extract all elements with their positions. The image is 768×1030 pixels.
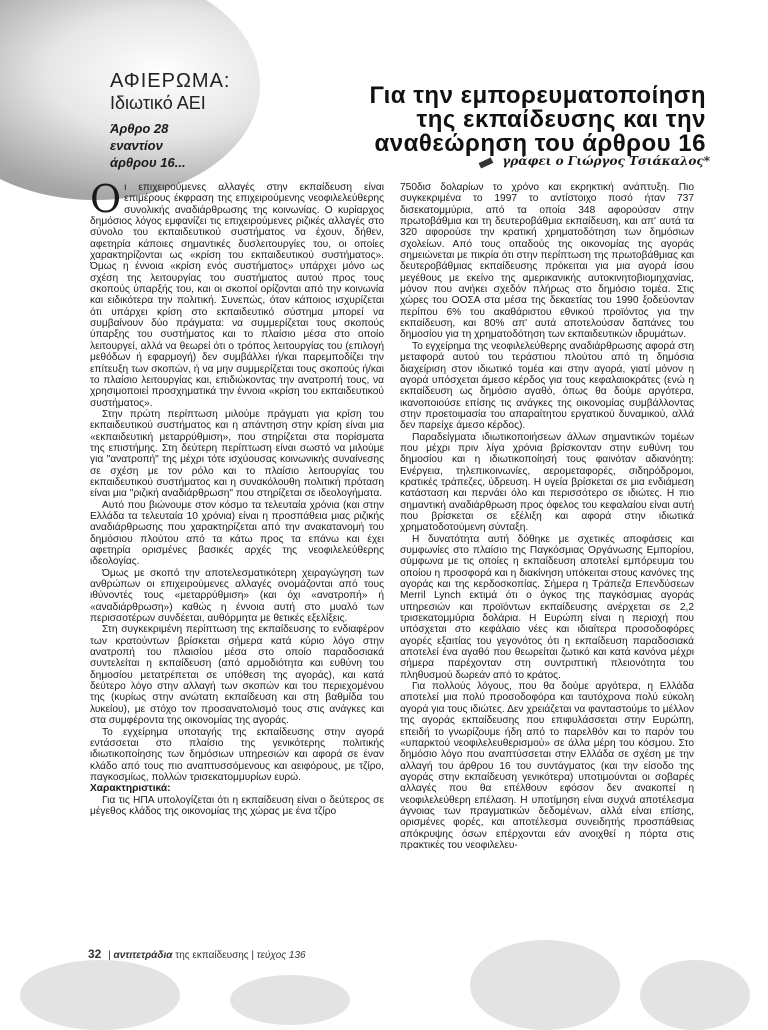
kicker-topic: Ιδιωτικό ΑΕΙ bbox=[110, 93, 206, 113]
page-footer: 32 | αντιτετράδια της εκπαίδευσης | τεύχος 136 bbox=[88, 947, 306, 961]
paragraph: Στην πρώτη περίπτωση μιλούμε πράγματι για κρίση του εκπαιδευτικού συστήματος και η απάντηση στην κρίση είναι μια «εκπαιδευτική μεταρρύθμιση», που στηρίζεται στα πορίσματα της επιστήμης. Στη δεύτερη περίπτωση είναι σωστό να μιλούμε για "ανατροπή" της μέχρι τότε ισχύουσας κοινωνικής συναίνεσης σε σχέση με τον ρόλο και το πλαίσιο λειτουργίας του εκπαιδευτικού συστήματος και η συνακόλουθη πολιτική πρόταση είναι μια "ριζική αναδιάρθρωση" που στηρίζεται σε ιδεολογήματα. bbox=[90, 408, 384, 500]
subheading: Χαρακτηριστικά: bbox=[90, 783, 171, 795]
paragraph: Στη συγκεκριμένη περίπτωση της εκπαίδευσης το ενδιαφέρον των κρατούντων βρίσκεται σήμερα κατά κύριο λόγο στην ανατροπή του πλαισίου μέσα στο οποίο παραδοσιακά συντελείται η εκπαίδευση (από αρμοδιότητα και ευθύνη του δημοσίου μετατρέπεται σε υπόθεση της αγοράς), και κατά δεύτερο λόγο στην αλλαγή των σκοπών και του περιεχομένου της (κυρίως στην ανώτατη εκπαίδευση και στη βαθμίδα του λυκείου), με στόχο τον προσανατολισμό τους στις ανάγκες και στα συμφέροντα της οικονομίας της αγοράς. bbox=[90, 624, 384, 727]
title-line: της εκπαίδευσης και την bbox=[416, 106, 706, 133]
author-credit: γράφει ο Γιώργος Τσιάκαλος* bbox=[502, 154, 710, 168]
publication-name: αντιτετράδια bbox=[113, 950, 173, 961]
decorative-splatter bbox=[470, 940, 620, 1030]
section-kicker bbox=[110, 70, 260, 171]
kicker-subtitle: Άρθρο 28 εναντίον άρθρου 16... bbox=[110, 121, 186, 170]
title-line: αναθεώρηση του άρθρου 16 bbox=[374, 130, 706, 157]
paragraph: Για πολλούς λόγους, που θα δούμε αργότερα, η Ελλάδα αποτελεί μια πολύ προσοδοφόρα και ταυτόχρονα πολύ εύκολη αγορά για τους ιδιώτες. Δεν χρειάζεται να φανταστούμε το μέλλον της αγοράς εκπαίδευσης που επιφυλάσσεται στην Ευρώπη, επειδή το γνωρίζουμε ήδη από το παρελθόν και το παρόν του «υπαρκτού νεοφιλελευθερισμού» σε άλλα μέρη του κόσμου. Στο δημόσιο λόγο που αναπτύσσεται στην Ελλάδα σε σχέση με την αλλαγή του άρθρου 16 του συντάγματος (και την είσοδο της αγοράς στην εκπαίδευση γενικότερα) υποτιμούνται οι σοβαρές αλλαγές που θα επέλθουν εφόσον δεν ανακοπεί η νεοφιλελεύθερη επέλαση. Η υποτίμηση είναι συχνά αποτέλεσμα άγνοιας των πραγματικών δεδομένων, αλλά είναι επίσης, ορισμένες φορές, και αποτέλεσμα συνειδητής προσπάθειας απόκρυψης όσων επέρχονται εάν ανοιχθεί η πόρτα στις πρακτικές του νεοφιλελευ- bbox=[400, 681, 694, 851]
paragraph: Το εγχείρημα υποταγής της εκπαίδευσης στην αγορά εντάσσεται στο πλαίσιο της γενικότερης πολιτικής ιδιωτικοποίησης των δημόσιων υπηρεσιών και αφορά σε έναν κλάδο από τους πιο αναπτυσσόμενους και αειφόρους, με τζίρο, παγκοσμίως, πολλών τρισεκατομμυρίων ευρώ. bbox=[90, 726, 384, 783]
paragraph: Αυτό που βιώνουμε στον κόσμο τα τελευταία χρόνια (και στην Ελλάδα τα τελευταία 10 χρόνια) είναι η προσπάθεια μιας ριζικής αναδιάρθρωσης που χαρακτηρίζεται από την ανακατανομή του δημόσιου πλούτου από τα κάτω προς τα επάνω και έχει αφετηρία ορισμένες βασικές αρχές της νεοφιλελεύθερης ιδεολογίας. bbox=[90, 499, 384, 568]
pen-icon bbox=[479, 155, 498, 168]
decorative-splatter bbox=[640, 960, 750, 1030]
publication-subtitle: της εκπαίδευσης bbox=[175, 950, 249, 961]
decorative-splatter bbox=[230, 975, 350, 1025]
paragraph: 750δισ δολαρίων το χρόνο και εκρηκτική ανάπτυξη. Πιο συγκεκριμένα το 1997 το αντίστοιχο ποσό ήταν 737 δισεκατομμύρια, από τα οποία 348 αφορούσαν στην πρωτοβάθμια και τη δευτεροβάθμια εκπαίδευση, και απ' αυτά τα 320 αφορούσε την κρατική χρηματοδότηση των δημόσιων σχολείων. Από τους οπαδούς της οικονομίας της αγοράς σημειώνεται με πικρία ότι στην περίπτωση της πρωτοβάθμιας και δευτεροβάθμιας εκπαίδευσης πρόκειται για μια αγορά ίσου μεγέθους με εκείνο της αμερικανικής αυτοκινητοβιομηχανίας, μόνον που ανήκει σχεδόν πλήρως στο δημόσιο τομέα. Στις χώρες του ΟΟΣΑ στα μέσα της δεκαετίας του 1990 ξοδεύονταν περίπου 6% του ακαθάριστου εθνικού προϊόντος για την εκπαίδευση, και 80% απ' αυτά αποτελούσαν δαπάνες του δημοσίου για τη χρηματοδότηση των εκπαιδευτικών ιδρυμάτων. bbox=[400, 182, 694, 341]
paragraph: Η δυνατότητα αυτή δόθηκε με σχετικές αποφάσεις και συμφωνίες στο πλαίσιο της Παγκόσμιας Οργάνωσης Εμπορίου, σύμφωνα με τις οποίες η εκπαίδευση αποτελεί εμπόρευμα του οποίου η προσφορά και η διακίνηση υπόκειται στους κανόνες της αγοράς και της κερδοσκοπίας. Σήμερα η Τράπεζα Επενδύσεων Merril Lynch εκτιμά ότι ο όγκος της παγκόσμιας αγοράς υπηρεσιών και προϊόντων εκπαίδευσης ανέρχεται σε 2,2 τρισεκατομμύρια δολάρια. Η Ευρώπη είναι η περιοχή που υπόσχεται στο κεφάλαιο νέες και ιδιαίτερα προσοδοφόρες αγορές εξαιτίας του γεγονότος ότι η εκπαίδευση παραδοσιακά αποτελεί ένα αγαθό που θεωρείται ζωτικό και κατά κανόνα μέχρι σήμερα παρέχονταν στη συντριπτική πλειονότητα του πληθυσμού δωρεάν από το κράτος. bbox=[400, 533, 694, 681]
paragraph: Παραδείγματα ιδιωτικοποιήσεων άλλων σημαντικών τομέων που μέχρι πριν λίγα χρόνια βρίσκονταν στην ευθύνη του δημοσίου και η ιδιωτικοποίησή τους φαινόταν αδιανόητη: Ενέργεια, τηλεπικοινωνίες, αερομεταφορές, σιδηρόδρομοι, κρατικές τράπεζες, ύδρευση. Η υγεία βρίσκεται σε μια ενδιάμεση κατάσταση και περνάει όλο και περισσότερο σε ιδιώτες. Η πιο σημαντική αναδιάρθρωση προς όφελος του κεφαλαίου είναι αυτή που βρίσκεται σε εξέλιξη και αφορά στην ιδιωτικά χρηματοδοτούμενη σύνταξη. bbox=[400, 431, 694, 534]
decorative-splatter bbox=[20, 960, 180, 1030]
byline bbox=[479, 154, 710, 168]
page-number: 32 bbox=[88, 947, 102, 961]
title-line: Για την εμπορευματοποίηση bbox=[369, 82, 706, 109]
paragraph: Οι επιχειρούμενες αλλαγές στην εκπαίδευση είναι επιμέρους έκφραση της επιχειρούμενης νεοφιλελεύθερης συνολικής αναδιάρθρωσης της κοινωνίας. Ο κυρίαρχος δημόσιος λόγος εμφανίζει τις επιχειρούμενες ριζικές αλλαγές στο σύνολο του εκπαιδευτικού συστήματος να έχουν, δήθεν, αφετηρία κάποιες σημαντικές δυσλειτουργίες του, οι οποίες χαρακτηρίζονται ως «κρίση του εκπαιδευτικού συστήματος». Όμως η έννοια «κρίση ενός συστήματος» υπάρχει μόνο ως σχέση της λειτουργίας του συστήματος αυτού προς τους σκοπούς ύπαρξής του, και οι σκοποί ορίζονται από την κοινωνία και ειδικότερα την πολιτική. Συνεπώς, όταν κάποιος ισχυρίζεται ότι υπάρχει κρίση στο εκπαιδευτικό σύστημα μπορεί να συμβαίνουν δύο πράγματα: να συμμερίζεται τους σκοπούς ύπαρξης του συστήματος και το πλαίσιο μέσα στο οποίο λειτουργεί, αλλά να θεωρεί ότι ο τρόπος λειτουργίας του (επιλογή μεθόδων ή εφαρμογή) δεν συμβάλλει ή/και παρεμποδίζει την επίτευξη των σκοπών, ή να μην συμμερίζεται τους σκοπούς ή/και το πλαίσιο λειτουργίας και, επιδιώκοντας την ανατροπή τους, να χρησιμοποιεί προσχηματικά την έννοια «κρίση του εκπαιδευτικού συστήματος». bbox=[90, 182, 384, 409]
paragraph: Το εγχείρημα της νεοφιλελεύθερης αναδιάρθρωσης αφορά στη μεταφορά αυτού του τεράστιου πλούτου από τη δημόσια διαχείριση στον ιδιωτικό τομέα και στην αγορά, γιατί μόνον η αγορά υπόσχεται άμεσο κέρδος για τους κεφαλαιοκράτες (ενώ η εκπαίδευση ως δημόσιο αγαθό, όπως θα δούμε αργότερα, ικανοποιούσε επίσης τις ανάγκες της οικονομίας συμβάλλοντας στην προετοιμασία του απαραίτητου εργατικού δυναμικού, αλλά δεν παρείχε άμεσο κέρδος). bbox=[400, 340, 694, 432]
paragraph: Για τις ΗΠΑ υπολογίζεται ότι η εκπαίδευση είναι ο δεύτερος σε μέγεθος κλάδος της οικονομίας της χώρας με ένα τζίρο bbox=[90, 794, 384, 817]
paragraph: Όμως με σκοπό την αποτελεσματικότερη χειραγώγηση των ανθρώπων οι επιχειρούμενες αλλαγές ονομάζονται από τους ιθύνοντές τους «μεταρρύθμιση» (και όχι «ανατροπή» ή «αναδιάρθρωση») καθώς η έννοια αυτή στο μυαλό των περισσοτέρων συνδέεται, αυθόρμητα με θετικές εξελίξεις. bbox=[90, 567, 384, 625]
article-column-right bbox=[400, 182, 694, 900]
article-title bbox=[286, 84, 706, 156]
issue-number: τεύχος 136 bbox=[256, 950, 306, 961]
kicker-label: ΑΦΙΕΡΩΜΑ: bbox=[110, 70, 231, 92]
article-column-left bbox=[90, 182, 384, 900]
drop-cap: Ο bbox=[90, 182, 122, 221]
